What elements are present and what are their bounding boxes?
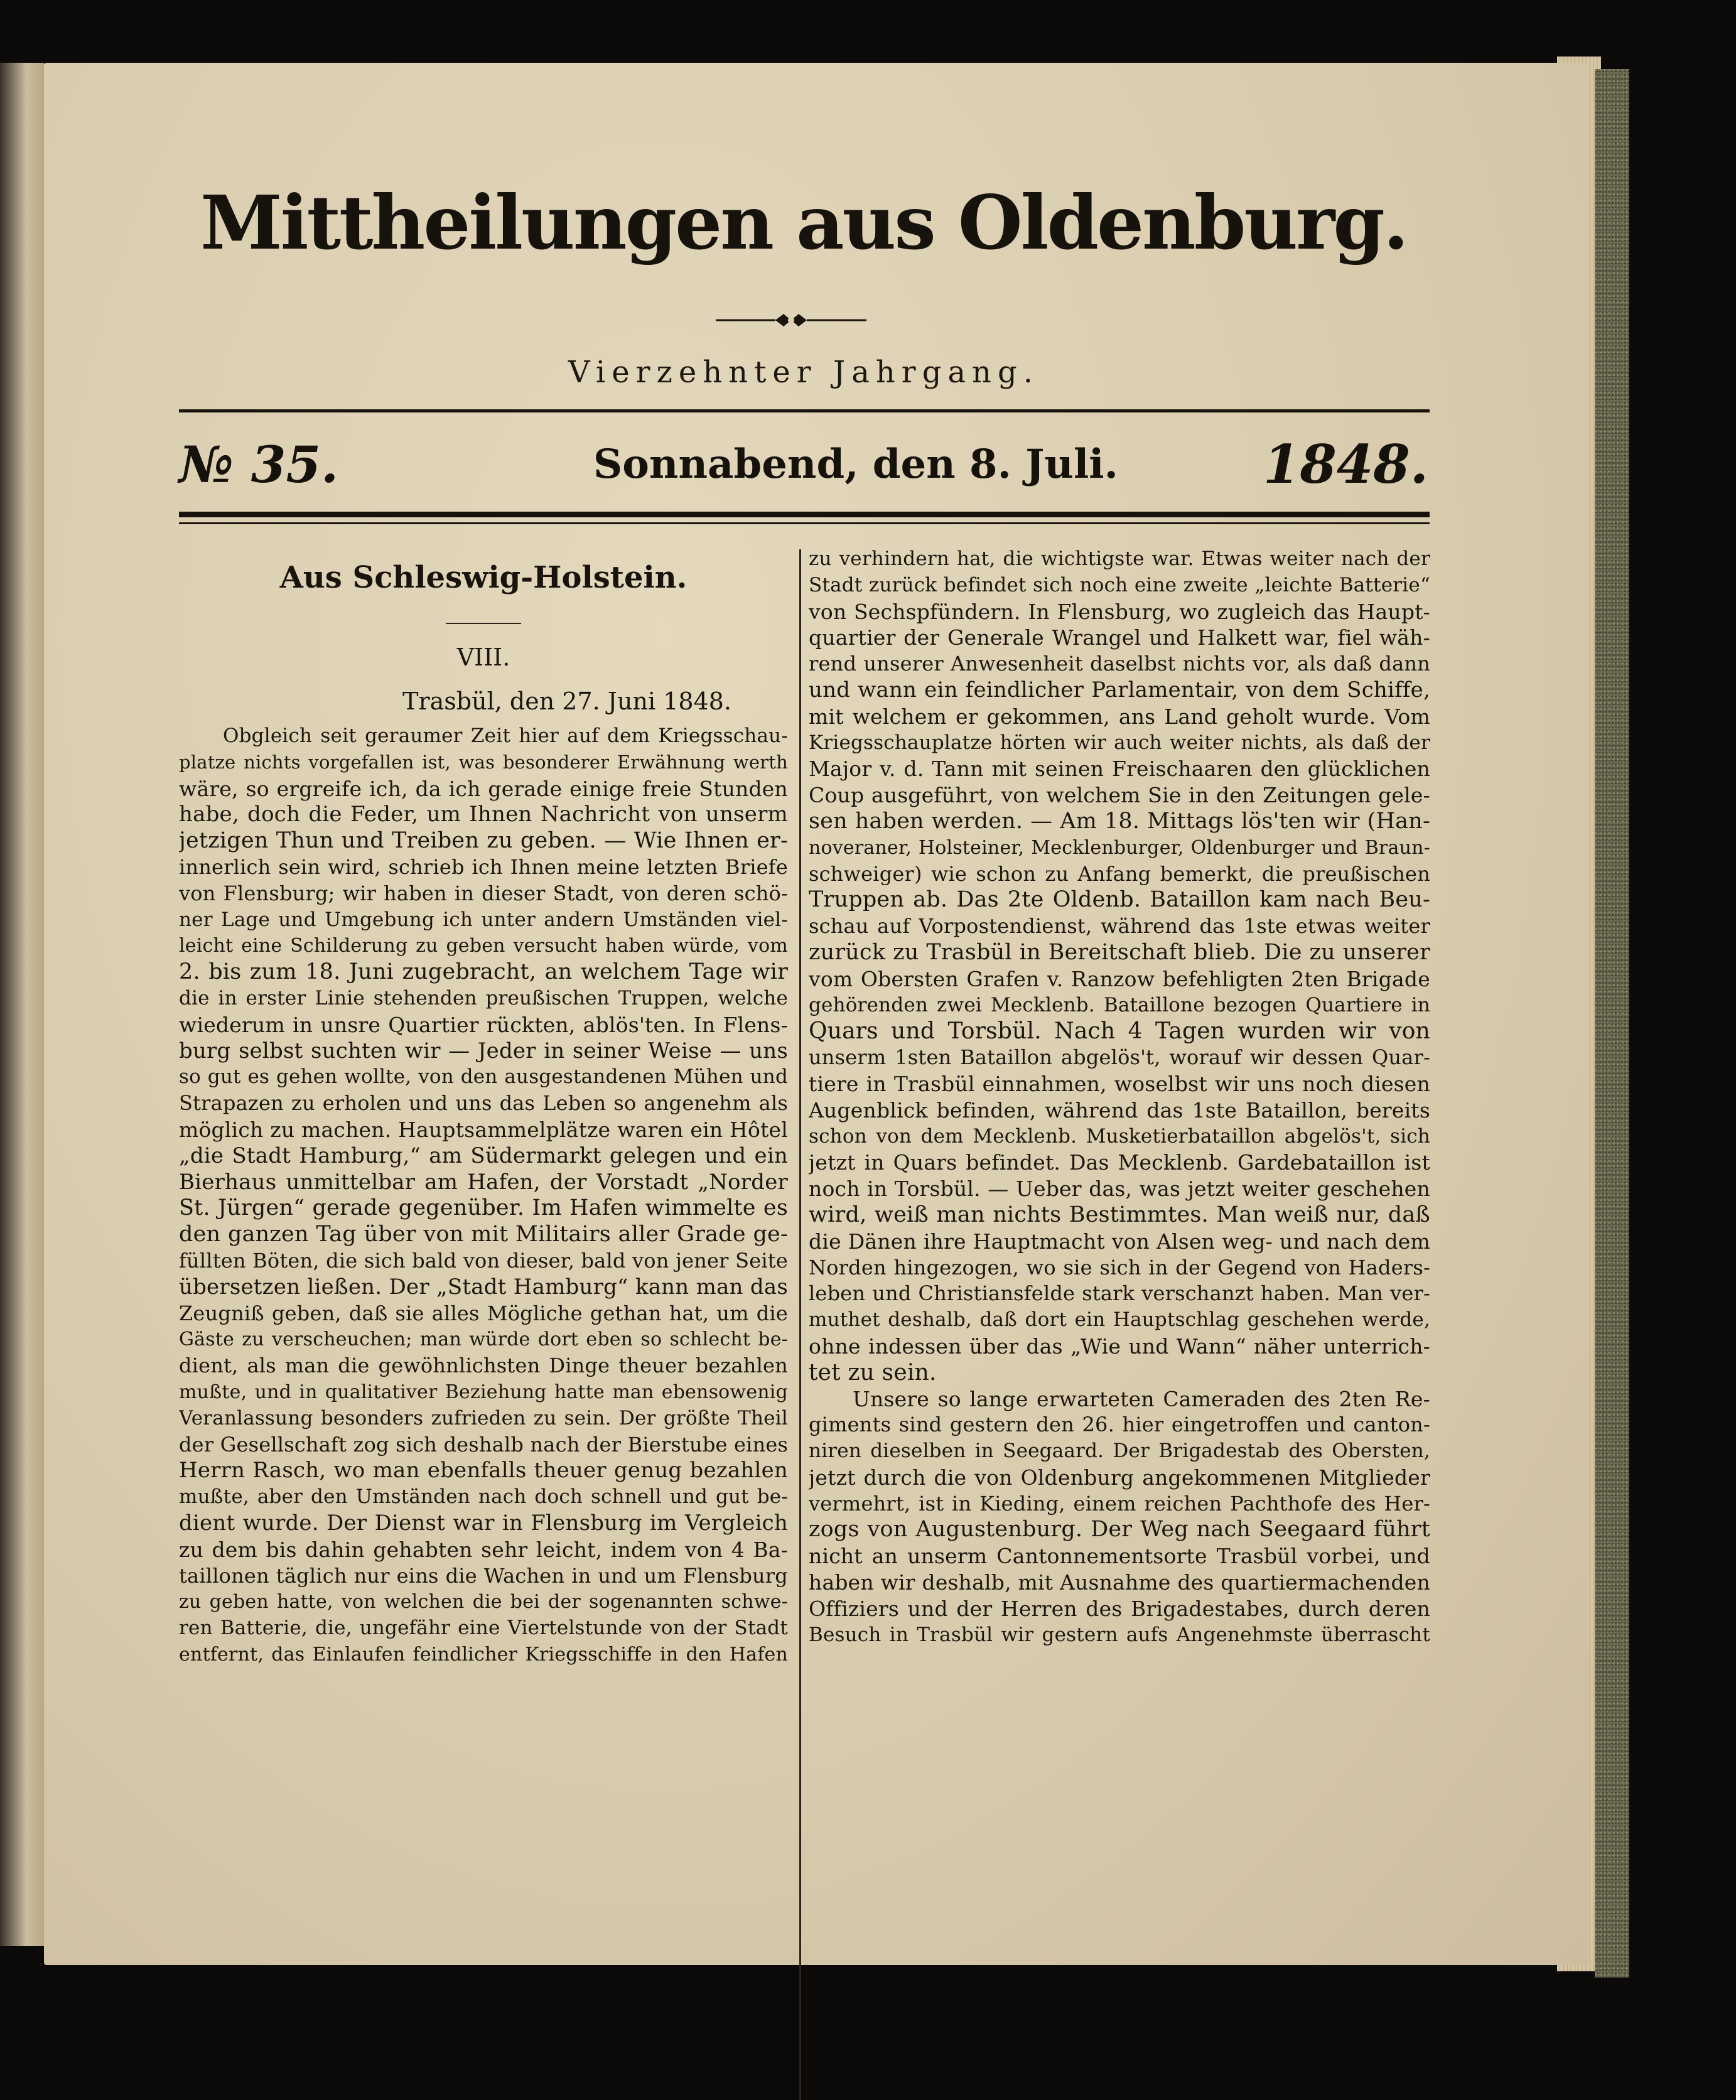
body-text-line: Strapazen zu erholen und uns das Leben so angenehm als (179, 1091, 788, 1116)
body-text-line: muthet deshalb, daß dort ein Hauptschlag geschehen werde, (809, 1308, 1430, 1332)
body-text-line: St. Jürgen“ gerade gegenüber. Im Hafen wimmelte es (179, 1195, 788, 1221)
article-heading: Aus Schleswig-Holstein. (279, 560, 687, 595)
body-text-line: jetzigen Thun und Treiben zu geben. — Wie Ihnen er- (179, 828, 788, 854)
body-text-line: gehörenden zwei Mecklenb. Bataillone bezogen Quartiere in (809, 993, 1430, 1016)
body-text-line: Besuch in Trasbül wir gestern aufs Angenehmste überrascht (809, 1623, 1430, 1646)
masthead-rule-bottom-thin (179, 522, 1430, 524)
article-part-number: VIII. (456, 643, 510, 671)
body-text-line: niren dieselben in Seegaard. Der Brigadestab des Obersten, (809, 1440, 1430, 1463)
body-text-line: „die Stadt Hamburg,“ am Südermarkt gelegen und ein (179, 1143, 788, 1168)
body-text-line: Gäste zu verscheuchen; man würde dort eben so schlecht be- (179, 1328, 788, 1351)
body-text-line: mußte, und in qualitativer Beziehung hatte man ebensowenig (179, 1381, 788, 1403)
body-text-line: den ganzen Tag über von mit Militairs aller Grade ge- (179, 1222, 788, 1247)
masthead-rule-top (179, 409, 1430, 412)
left-column-text (179, 723, 788, 1668)
body-text-line: habe, doch die Feder, um Ihnen Nachricht von unserm (179, 802, 788, 827)
body-text-line: Major v. d. Tann mit seinen Freischaaren den glücklichen (809, 757, 1430, 782)
body-text-line: Obgleich seit geraumer Zeit hier auf dem Kriegsschau- (223, 724, 788, 747)
body-text-line: ohne indessen über das „Wie und Wann“ näher unterrich- (809, 1333, 1430, 1359)
body-text-line: füllten Böten, die sich bald von dieser, bald von jener Seite (179, 1248, 788, 1273)
body-text-line: die Dänen ihre Hauptmacht von Alsen weg- und nach dem (809, 1229, 1430, 1254)
body-text-line: 2. bis zum 18. Juni zugebracht, an welchem Tage wir (179, 959, 788, 985)
body-text-line: übersetzen ließen. Der „Stadt Hamburg“ kann man das (179, 1274, 788, 1300)
body-text-line: die in erster Linie stehenden preußischen Truppen, welche (179, 986, 788, 1010)
body-text-line: möglich zu machen. Hauptsammelplätze waren ein Hôtel (179, 1117, 788, 1142)
body-text-line: vom Obersten Grafen v. Ranzow befehligten 2ten Brigade (809, 966, 1430, 991)
body-text-line: Truppen ab. Das 2te Oldenb. Bataillon kam nach Beu- (809, 887, 1430, 913)
body-text-line: schweiger) wie schon zu Anfang bemerkt, die preußischen (809, 861, 1430, 886)
left-page-edge (0, 63, 44, 1946)
body-text-line: giments sind gestern den 26. hier eingetroffen und canton- (809, 1413, 1430, 1437)
right-column-text (809, 546, 1430, 1648)
body-text-line: zurück zu Trasbül in Bereitschaft blieb. Die zu unserer (809, 939, 1430, 965)
body-text-line: nicht an unserm Cantonnementsorte Trasbül vorbei, und (809, 1544, 1430, 1569)
body-text-line: zu dem bis dahin gehabten sehr leicht, indem von 4 Ba- (179, 1537, 788, 1562)
column-divider (799, 549, 801, 2100)
body-text-line: wiederum in unsre Quartier rückten, ablös'ten. In Flens- (179, 1012, 788, 1037)
body-text-line: wäre, so ergreife ich, da ich gerade einige freie Stunden (179, 776, 788, 801)
body-text-line: jetzt durch die von Oldenburg angekommenen Mitglieder (809, 1465, 1430, 1490)
body-text-line: mußte, aber den Umständen nach doch schnell und gut be- (179, 1485, 788, 1509)
body-text-line: Quars und Torsbül. Nach 4 Tagen wurden wir von (809, 1018, 1430, 1045)
body-text-line: schau auf Vorpostendienst, während das 1ste etwas weiter (809, 914, 1430, 939)
body-text-line: entfernt, das Einlaufen feindlicher Kriegsschiffe in den Hafen (179, 1643, 788, 1666)
body-text-line: platze nichts vorgefallen ist, was besonderer Erwähnung werth (179, 751, 788, 773)
article-dateline: Trasbül, den 27. Juni 1848. (402, 687, 731, 715)
body-text-line: haben wir deshalb, mit Ausnahme des quartiermachenden (809, 1570, 1430, 1595)
body-text-line: Kriegsschauplatze hörten wir auch weiter nichts, als daß der (809, 731, 1430, 754)
heading-short-rule (446, 623, 521, 624)
body-text-line: burg selbst suchten wir — Jeder in seiner Weise — uns (179, 1038, 788, 1063)
body-text-line: zogs von Augustenburg. Der Weg nach Seegaard führt (809, 1517, 1430, 1543)
body-text-line: sen haben werden. — Am 18. Mittags lös'ten wir (Han- (809, 808, 1430, 834)
issue-info-row (179, 433, 1428, 502)
body-text-line: Norden hingezogen, wo sie sich in der Gegend von Haders- (809, 1255, 1430, 1279)
issue-date: Sonnabend, den 8. Juli. (593, 441, 1118, 488)
body-text-line: so gut es gehen wollte, von den ausgestandenen Mühen und (179, 1065, 788, 1089)
body-text-line: Bierhaus unmittelbar am Hafen, der Vorstadt „Norder (179, 1169, 788, 1195)
body-text-line: ren Batterie, die, ungefähr eine Viertelstunde von der Stadt (179, 1617, 788, 1640)
body-text-line: leicht eine Schilderung zu geben versucht haben würde, vom (179, 935, 788, 957)
body-text-line: tiere in Trasbül einnahmen, woselbst wir uns noch diesen (809, 1071, 1430, 1096)
body-text-line: Zeugniß geben, daß sie alles Mögliche gethan hat, um die (179, 1301, 788, 1325)
body-text-line: von Sechspfündern. In Flensburg, wo zugleich das Haupt- (809, 599, 1430, 624)
body-text-line: der Gesellschaft zog sich deshalb nach der Bierstube eines (179, 1432, 788, 1457)
article-column-right (809, 546, 1430, 1648)
body-text-line: von Flensburg; wir haben in dieser Stadt, von deren schö- (179, 881, 788, 905)
body-text-line: leben und Christiansfelde stark verschanzt haben. Man ver- (809, 1281, 1430, 1306)
body-text-line: noch in Torsbül. — Ueber das, was jetzt weiter geschehen (809, 1177, 1430, 1202)
body-text-line: Unsere so lange erwarteten Cameraden des 2ten Re- (853, 1386, 1430, 1411)
article-column-left (179, 546, 788, 1668)
body-text-line: ner Lage und Umgebung ich unter andern Umständen viel- (179, 908, 788, 931)
body-text-line: unserm 1sten Bataillon abgelös't, worauf wir dessen Quar- (809, 1045, 1430, 1070)
body-text-line: Herrn Rasch, wo man ebenfalls theuer genug bezahlen (179, 1458, 788, 1483)
body-text-line: zu geben hatte, von welchen die bei der sogenannten schwe- (179, 1591, 788, 1613)
body-text-line: noveraner, Holsteiner, Mecklenburger, Oldenburger und Braun- (809, 836, 1430, 859)
masthead-rule-bottom-thick (179, 512, 1430, 517)
body-text-line: Offiziers und der Herren des Brigadestabes, durch deren (809, 1596, 1430, 1621)
body-text-line: tet zu sein. (809, 1359, 937, 1386)
body-text-line: dient wurde. Der Dienst war in Flensburg im Vergleich (179, 1510, 788, 1536)
body-text-line: mit welchem er gekommen, ans Land geholt wurde. Vom (809, 704, 1430, 729)
marbled-cover-edge (1595, 69, 1629, 1978)
body-text-line: innerlich sein wird, schrieb ich Ihnen meine letzten Briefe (179, 854, 788, 879)
body-text-line: quartier der Generale Wrangel und Halkett war, fiel wäh- (809, 625, 1430, 650)
ornament-divider-icon (716, 308, 866, 333)
body-text-line: Augenblick befinden, während das 1ste Bataillon, bereits (809, 1097, 1430, 1123)
issue-year: 1848. (1263, 433, 1428, 495)
body-text-line: und wann ein feindlicher Parlamentair, von dem Schiffe, (809, 677, 1430, 703)
body-text-line: schon von dem Mecklenb. Musketierbataillon abgelös't, sich (809, 1124, 1430, 1148)
masthead-subtitle: Vierzehnter Jahrgang. (568, 355, 1039, 390)
body-text-line: rend unserer Anwesenheit daselbst nichts vor, als daß dann (809, 652, 1430, 676)
body-text-line: jetzt in Quars befindet. Das Mecklenb. Gardebataillon ist (809, 1150, 1430, 1175)
body-text-line: Coup ausgeführt, von welchem Sie in den Zeitungen gele- (809, 783, 1430, 808)
body-text-line: Stadt zurück befindet sich noch eine zweite „leichte Batterie“ (809, 573, 1430, 596)
issue-number: № 35. (179, 435, 338, 494)
body-text-line: zu verhindern hat, die wichtigste war. Etwas weiter nach der (809, 547, 1430, 570)
body-text-line: wird, weiß man nichts Bestimmtes. Man weiß nur, daß (809, 1202, 1430, 1227)
body-text-line: dient, als man die gewöhnlichsten Dinge theuer bezahlen (179, 1354, 788, 1378)
body-text-line: vermehrt, ist in Kieding, einem reichen Pachthofe des Her- (809, 1491, 1430, 1516)
masthead-title: Mittheilungen aus Oldenburg. (200, 179, 1407, 266)
body-text-line: taillonen täglich nur eins die Wachen in und um Flensburg (179, 1563, 788, 1588)
body-text-line: Veranlassung besonders zufrieden zu sein. Der größte Theil (179, 1406, 788, 1430)
